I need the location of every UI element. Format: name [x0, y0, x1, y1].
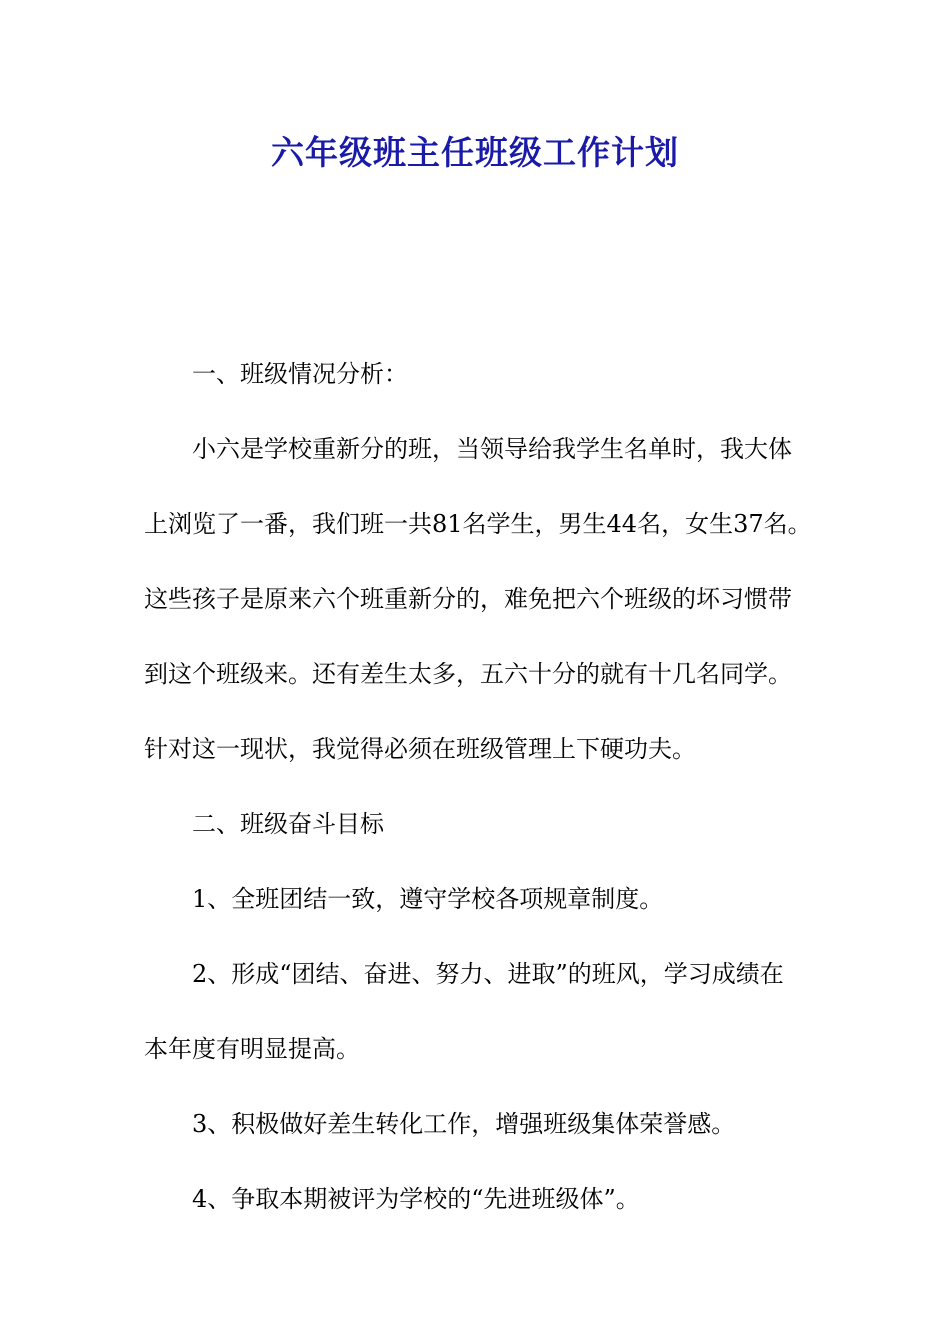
- section-heading-class-analysis: 一、班级情况分析：: [192, 360, 408, 388]
- paragraph-line: 上浏览了一番，我们班一共81名学生，男生44名，女生37名。: [144, 510, 812, 538]
- paragraph-line: 小六是学校重新分的班，当领导给我学生名单时，我大体: [192, 435, 792, 463]
- page-title: 六年级班主任班级工作计划: [271, 133, 679, 172]
- paragraph-line: 针对这一现状，我觉得必须在班级管理上下硬功夫。: [144, 735, 696, 763]
- section-heading-class-goals: 二、班级奋斗目标: [192, 810, 384, 838]
- goal-item-1: 1、全班团结一致，遵守学校各项规章制度。: [192, 885, 664, 913]
- goal-item-2-continued: 本年度有明显提高。: [144, 1035, 360, 1063]
- paragraph-line: 这些孩子是原来六个班重新分的，难免把六个班级的坏习惯带: [144, 585, 792, 613]
- paragraph-line: 到这个班级来。还有差生太多，五六十分的就有十几名同学。: [144, 660, 792, 688]
- goal-item-3: 3、积极做好差生转化工作，增强班级集体荣誉感。: [192, 1110, 736, 1138]
- document-body: [144, 337, 816, 1237]
- goal-item-4: 4、争取本期被评为学校的“先进班级体”。: [192, 1185, 640, 1213]
- goal-item-2: 2、形成“团结、奋进、努力、进取”的班风，学习成绩在: [192, 960, 784, 988]
